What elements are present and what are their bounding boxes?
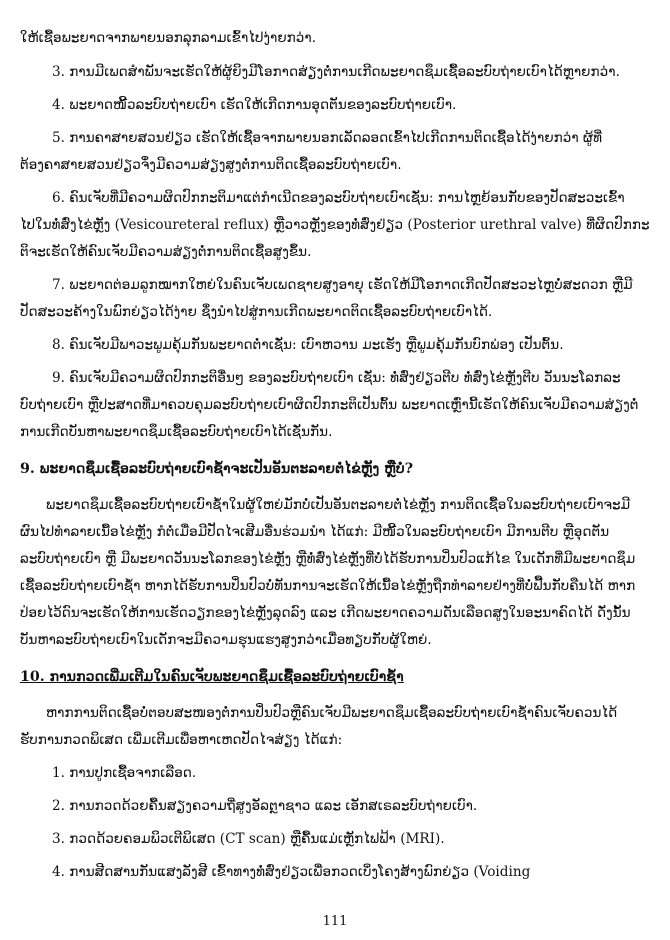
- section-heading-9: 9. ພະຍາດຊຶມເຊື້ອລະບົບຖ່າຍເບົາຊ້ຳຈະເປັນອັນຕະລາຍຕໍ່ໄຂ່ຫຼັງ ຫຼືບໍ່?: [20, 461, 414, 477]
- list-item-2: 2. ການກວດດ້ວຍຄື້ນສຽງຄວາມຖີ່ສູງອັລຕຼາຊາວ ແລະ ເອັກສເຣລະບົບຖ່າຍເບົາ.: [52, 798, 478, 814]
- list-item-6: 6. ຄົນເຈັບທີ່ມີຄວາມຜິດປົກກະຕິມາແຕ່ກຳເນີດຂອງລະບົບຖ່າຍເບົາເຊັ່ນ: ການໄຫຼຍ້ອນກັບຂອງປັດສະວະເຂົ້າ: [52, 190, 625, 206]
- list-item-9: 9. ຄົນເຈັບມີຄວາມຜິດປົກກະຕິອື່ນໆ ຂອງລະບົບຖ່າຍເບົາ ເຊັ່ນ: ທໍ່ສົ່ງຢ່ຽວຕີບ ທໍ່ສົ່ງໄຂ່ຫຼັງຕີບ ວັນນະໂລກລະ: [52, 370, 621, 386]
- section-heading-10: 10. ການກວດເພີ່ມເຕີມໃນຄົນເຈັບພະຍາດຊຶມເຊື້ອລະບົບຖ່າຍເບົາຊ້ຳ: [20, 669, 404, 685]
- text-line: ຜົນໄປທຳລາຍເນື້ອໄຂ່ຫຼັງ ກໍຕໍ່ເມື່ອມີປັດໄຈເສີມອື່ນຮ່ວມນຳ ໄດ້ແກ່: ມີໜີ້ວໃນລະບົບຖ່າຍເບົາ ມີການຕີບ ຫຼືອຸດຕັນ: [20, 524, 610, 540]
- text-line: ໄປໃນທໍ່ສົ່ງໄຂ່ຫຼັງ (Vesicoureteral reflux) ຫຼືວາວຫຼັງຂອງທໍ່ສົ່ງຢ່ຽວ (Posterior urethral valve) ທີ່ຜິດປົກກະ: [20, 217, 650, 233]
- text-line: ບົບຖ່າຍເບົາ ຫຼືປະສາດທີ່ມາຄວບຄຸມລະບົບຖ່າຍເບົາຜິດປົກກະຕິເປັນຕົ້ນ ພະຍາດເຫຼົ່ານີ້ເຮັດໃຫ້ຄົນເຈັບມີຄວາມສ່ຽງຕໍ່: [20, 397, 639, 413]
- text-line: ບັນຫາລະບົບຖ່າຍເບົາໃນເດັກຈະມີຄວາມຮຸນແຮງສູງກວ່າເມື່ອທຽບກັບຜູ້ໃຫຍ່.: [20, 632, 432, 648]
- text-line: ປັດສະວະຄ້າງໃນພົກຍ່ຽວໄດ້ງ່າຍ ຊຶ່ງນຳໄປສູ່ການເກີດພະຍາດຕິດເຊື້ອລະບົບຖ່າຍເບົາໄດ້.: [20, 304, 493, 320]
- page-number: 111: [322, 914, 348, 929]
- list-item-4: 4. ການສີດສານກັນແສງລັງສີ ເຂົ້າທາງທໍ່ສົ່ງຢ່ຽວເພື່ອກວດເບິ່ງໂຄງສ້າງພົກຍ່ຽວ (Voiding: [52, 864, 531, 880]
- text-line: ລະບົບຖ່າຍເບົາ ຫຼື ມີພະຍາດວັນນະໂລກຂອງໄຂ່ຫຼັງ ຫຼືທໍ່ສົ່ງໄຂ່ຫຼັງທີ່ບໍ່ໄດ້ຮັບການປິ່ນປົວແກ້ໄຂ ໃນເດັກທີ່ມີພະຍາດຊຶມ: [20, 551, 636, 567]
- text-line: ພະຍາດຊຶມເຊື້ອລະບົບຖ່າຍເບົາຊ້ຳໃນຜູ້ໃຫຍ່ມັກບໍ່ເປັນອັນຕະລາຍຕໍ່ໄຂ່ຫຼັງ ການຕິດເຊື້ອໃນລະບົບຖ່າຍເບົາຈະມີ: [46, 497, 631, 513]
- text-line: ຕ້ອງຄາສາຍສວນຢ່ຽວຈຶ່ງມີຄວາມສ່ຽງສູງຕໍ່ການຕິດເຊື້ອລະບົບຖ່າຍເບົາ.: [20, 157, 402, 173]
- list-item-3: 3. ການມີເພດສຳພັນຈະເຮັດໃຫ້ຜູ້ຍິງມີໂອກາດສ່ຽງຕໍ່ການເກີດພະຍາດຊຶມເຊື້ອລະບົບຖ່າຍເບົາໄດ້ຫຼາຍກວ່າ.: [52, 64, 620, 80]
- list-item-4: 4. ພະຍາດໜີ້ວລະບົບຖ່າຍເບົາ ເຮັດໃຫ້ເກີດການອຸດຕັນຂອງລະບົບຖ່າຍເບົາ.: [52, 97, 457, 113]
- list-item-7: 7. ພະຍາດຕ່ອມລູກໝາກໃຫຍ່ໃນຄົນເຈັບເພດຊາຍສູງອາຍຸ ເຮັດໃຫ້ມີໂອກາດເກີດປັດສະວະໄຫຼບໍ່ສະດວກ ຫຼືມີ: [52, 277, 633, 293]
- text-line: ຫາກການຕິດເຊື້ອບໍ່ຕອບສະໜອງຕໍ່ການປິ່ນປົວຫຼືຄົນເຈັບມີພະຍາດຊຶມເຊື້ອລະບົບຖ່າຍເບົາຊ້ຳຄົນເຈັບຄວນໄດ້: [46, 705, 618, 721]
- list-item-3: 3. ກວດດ້ວຍຄອມພິວເຕີພິເສດ (CT scan) ຫຼືຄື້ນແມ່ເຫຼັກໄຟຟ້າ (MRI).: [52, 831, 445, 847]
- list-item-5: 5. ການຄາສາຍສວນຢ່ຽວ ເຮັດໃຫ້ເຊື້ອຈາກພາຍນອກເລັດລອດເຂົ້າໄປເກີດການຕິດເຊື້ອໄດ້ງ່າຍກວ່າ ຜູ້ທີ່: [52, 130, 603, 146]
- text-line: ເຊື້ອລະບົບຖ່າຍເບົາຊ້ຳ ຫາກໄດ້ຮັບການປິ່ນປົວບໍ່ທັນການຈະເຮັດໃຫ້ເນື້ອໄຂ່ຫຼັງຖືກທຳລາຍຢ່າງທີ່ບໍ່ຟື້ນກັບຄືນໄດ້ ຫາກ: [20, 578, 636, 594]
- text-line: ການເກີດບັນຫາພະຍາດຊຶມເຊື້ອລະບົບຖ່າຍເບົາໄດ້ເຊັ່ນກັນ.: [20, 424, 333, 440]
- text-line: ຕິຈະເຮັດໃຫ້ຄົນເຈັບມີຄວາມສ່ຽງຕໍ່ການຕິດເຊື້ອສູງຂຶ້ນ.: [20, 244, 312, 260]
- text-line: ຮັບການກວດພິເສດ ເພີ່ມເຕີມເພື່ອຫາເຫດປັດໄຈສ່ຽງ ໄດ້ແກ່:: [20, 732, 343, 748]
- list-item-8: 8. ຄົນເຈັບມີພາວະພູມຄຸ້ມກັນພະຍາດຕໍ່າເຊັ່ນ: ເບົາຫວານ ມະເຮັງ ຫຼືພູມຄຸ້ມກັນບົກພ່ອງ ເປັນຕົ້ນ.: [52, 337, 564, 353]
- text-line: ປ່ອຍໄວ້ດົນຈະເຮັດໃຫ້ການເຮັດວຽກຂອງໄຂ່ຫຼັງລຸດລົງ ແລະ ເກີດພະຍາດຄວາມດັນເລືອດສູງໃນອະນາຄົດໄດ້ ດັ່ງນັ້ນ: [20, 605, 631, 621]
- list-item-1: 1. ການປູກເຊື້ອຈາກເລືອດ.: [52, 765, 197, 781]
- text-line: ໃຫ້ເຊື້ອພະຍາດຈາກພາຍນອກລຸກລາມເຂົ້າໄປງ່າຍກວ່າ.: [20, 30, 317, 46]
